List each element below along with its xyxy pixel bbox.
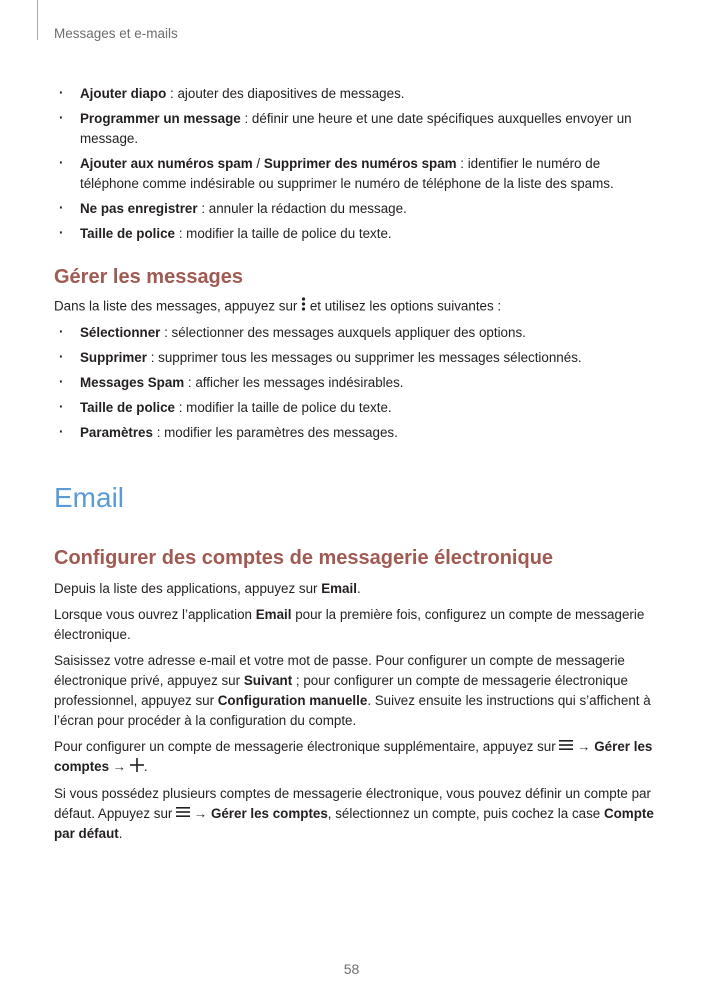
options-list: [54, 84, 654, 244]
page-number: 58: [343, 961, 360, 977]
list-item: · Sélectionner : sélectionner des messages auxquels appliquer des options.: [54, 323, 654, 343]
paragraph: Saisissez votre adresse e-mail et votre mot de passe. Pour configurer un compte de messagerie électronique privé, appuyez sur Suivant ; pour configurer un compte de messagerie électronique professionnel, appuyez sur Configuration manuelle. Suivez ensuite les instructions qui s’affichent à l’écran pour procéder à la configuration du compte.: [54, 653, 651, 728]
list-item: · Ajouter diapo : ajouter des diapositives de messages.: [54, 84, 654, 104]
list-item: · Paramètres : modifier les paramètres des messages.: [54, 423, 654, 443]
list-item: · Ne pas enregistrer : annuler la rédaction du message.: [54, 199, 654, 219]
list-item: · Messages Spam : afficher les messages indésirables.: [54, 373, 654, 393]
menu-icon: [176, 804, 190, 824]
list-item: · Programmer un message : définir une heure et une date spécifiques auxquelles envoyer un message.: [54, 109, 654, 149]
list-item: · Taille de police : modifier la taille de police du texte.: [54, 224, 654, 244]
running-header: Messages et e-mails: [54, 26, 178, 41]
add-icon: [130, 758, 144, 778]
chapter-title: Email: [54, 482, 125, 513]
paragraph: Pour configurer un compte de messagerie électronique supplémentaire, appuyez sur → Gérer les comptes → .: [54, 737, 654, 778]
paragraph: Lorsque vous ouvrez l’application Email pour la première fois, configurez un compte de messagerie électronique.: [54, 607, 645, 642]
list-item: · Supprimer : supprimer tous les messages ou supprimer les messages sélectionnés.: [54, 348, 654, 368]
section-intro: Dans la liste des messages, appuyez sur et utilisez les options suivantes :: [54, 296, 654, 318]
menu-icon: [559, 737, 573, 757]
list-item: · Taille de police : modifier la taille de police du texte.: [54, 398, 654, 418]
paragraph: Depuis la liste des applications, appuyez sur Email.: [54, 581, 361, 596]
page-content: [54, 84, 654, 850]
section-heading-configure: Configurer des comptes de messagerie électronique: [54, 547, 554, 569]
list-item: · Ajouter aux numéros spam / Supprimer des numéros spam : identifier le numéro de téléphone comme indésirable ou supprimer le numéro de téléphone de la liste des spams.: [54, 154, 654, 194]
section-heading-manage: Gérer les messages: [54, 266, 244, 288]
paragraph: Si vous possédez plusieurs comptes de messagerie électronique, vous pouvez définir un compte par défaut. Appuyez sur → Gérer les comptes, sélectionnez un compte, puis cochez la case Compte par défaut.: [54, 785, 654, 842]
header-rule: [37, 0, 38, 40]
manage-options-list: [54, 323, 654, 443]
